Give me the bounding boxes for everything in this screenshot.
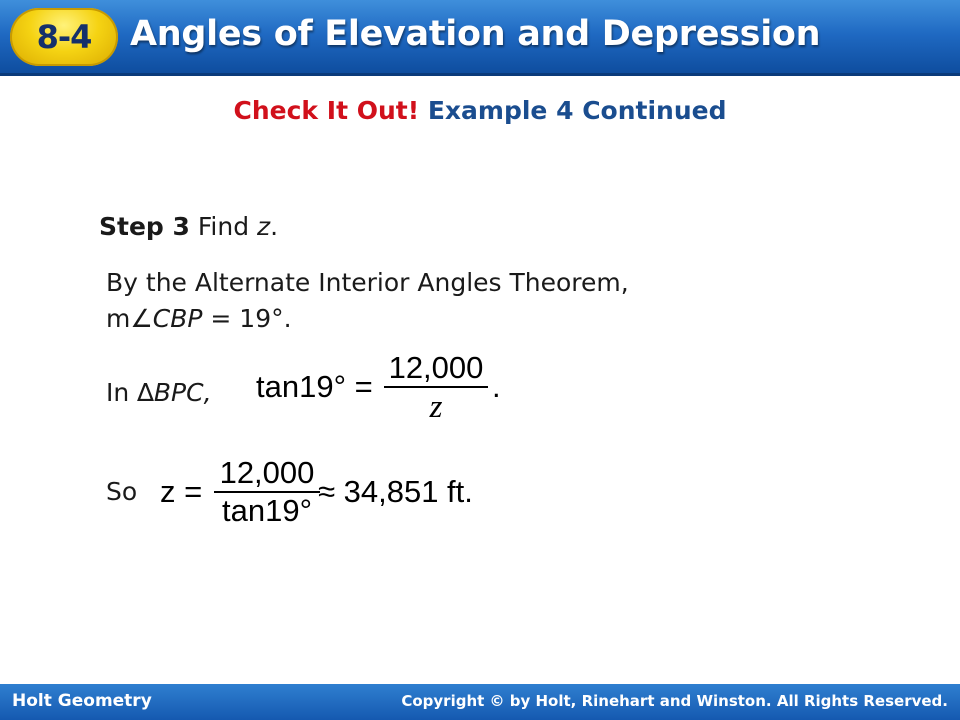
triangle-name: BPC,: [153, 378, 212, 407]
angle-prefix: m: [106, 304, 131, 333]
equation-2-lhs: z =: [160, 474, 203, 509]
triangle-intro: [106, 378, 212, 407]
lesson-title: Angles of Elevation and Depression: [130, 14, 821, 54]
equation-1-numerator: 12,000: [388, 350, 484, 385]
step-label: Step 3: [99, 212, 190, 241]
slide-footer: [0, 684, 960, 720]
lesson-number: 8-4: [36, 18, 92, 56]
equation-1-fraction: [384, 350, 488, 426]
footer-book-title: Holt Geometry: [12, 691, 152, 711]
step-end: .: [270, 212, 279, 241]
so-label: So: [106, 477, 138, 506]
step-3-line: [99, 212, 278, 241]
equation-1-denominator: z: [429, 389, 443, 425]
equation-1-end: .: [492, 369, 501, 404]
angle-value: = 19°.: [202, 304, 292, 333]
footer-copyright: Copyright © by Holt, Rinehart and Winston. All Rights Reserved.: [401, 692, 948, 710]
angle-symbol: ∠: [130, 304, 153, 333]
angle-name: CBP: [152, 304, 203, 333]
subtitle-check-it-out: Check It Out!: [233, 96, 420, 125]
theorem-line-2: [106, 304, 292, 333]
lesson-number-badge: [10, 8, 118, 66]
slide-subtitle: [0, 96, 960, 125]
step-variable: z: [257, 212, 271, 241]
equation-2-fraction: [214, 455, 320, 529]
slide-header: [0, 0, 960, 76]
triangle-intro-text: In ∆: [106, 378, 154, 407]
subtitle-example: Example 4 Continued: [427, 96, 727, 125]
theorem-line-1: By the Alternate Interior Angles Theorem,: [106, 268, 629, 297]
equation-1-lhs: tan19° =: [256, 369, 373, 404]
equation-2-numerator: 12,000: [219, 455, 315, 490]
equation-2-rhs: ≈ 34,851 ft.: [318, 474, 473, 509]
step-text: Find: [197, 212, 250, 241]
equation-2-denominator: tan19°: [222, 493, 312, 528]
